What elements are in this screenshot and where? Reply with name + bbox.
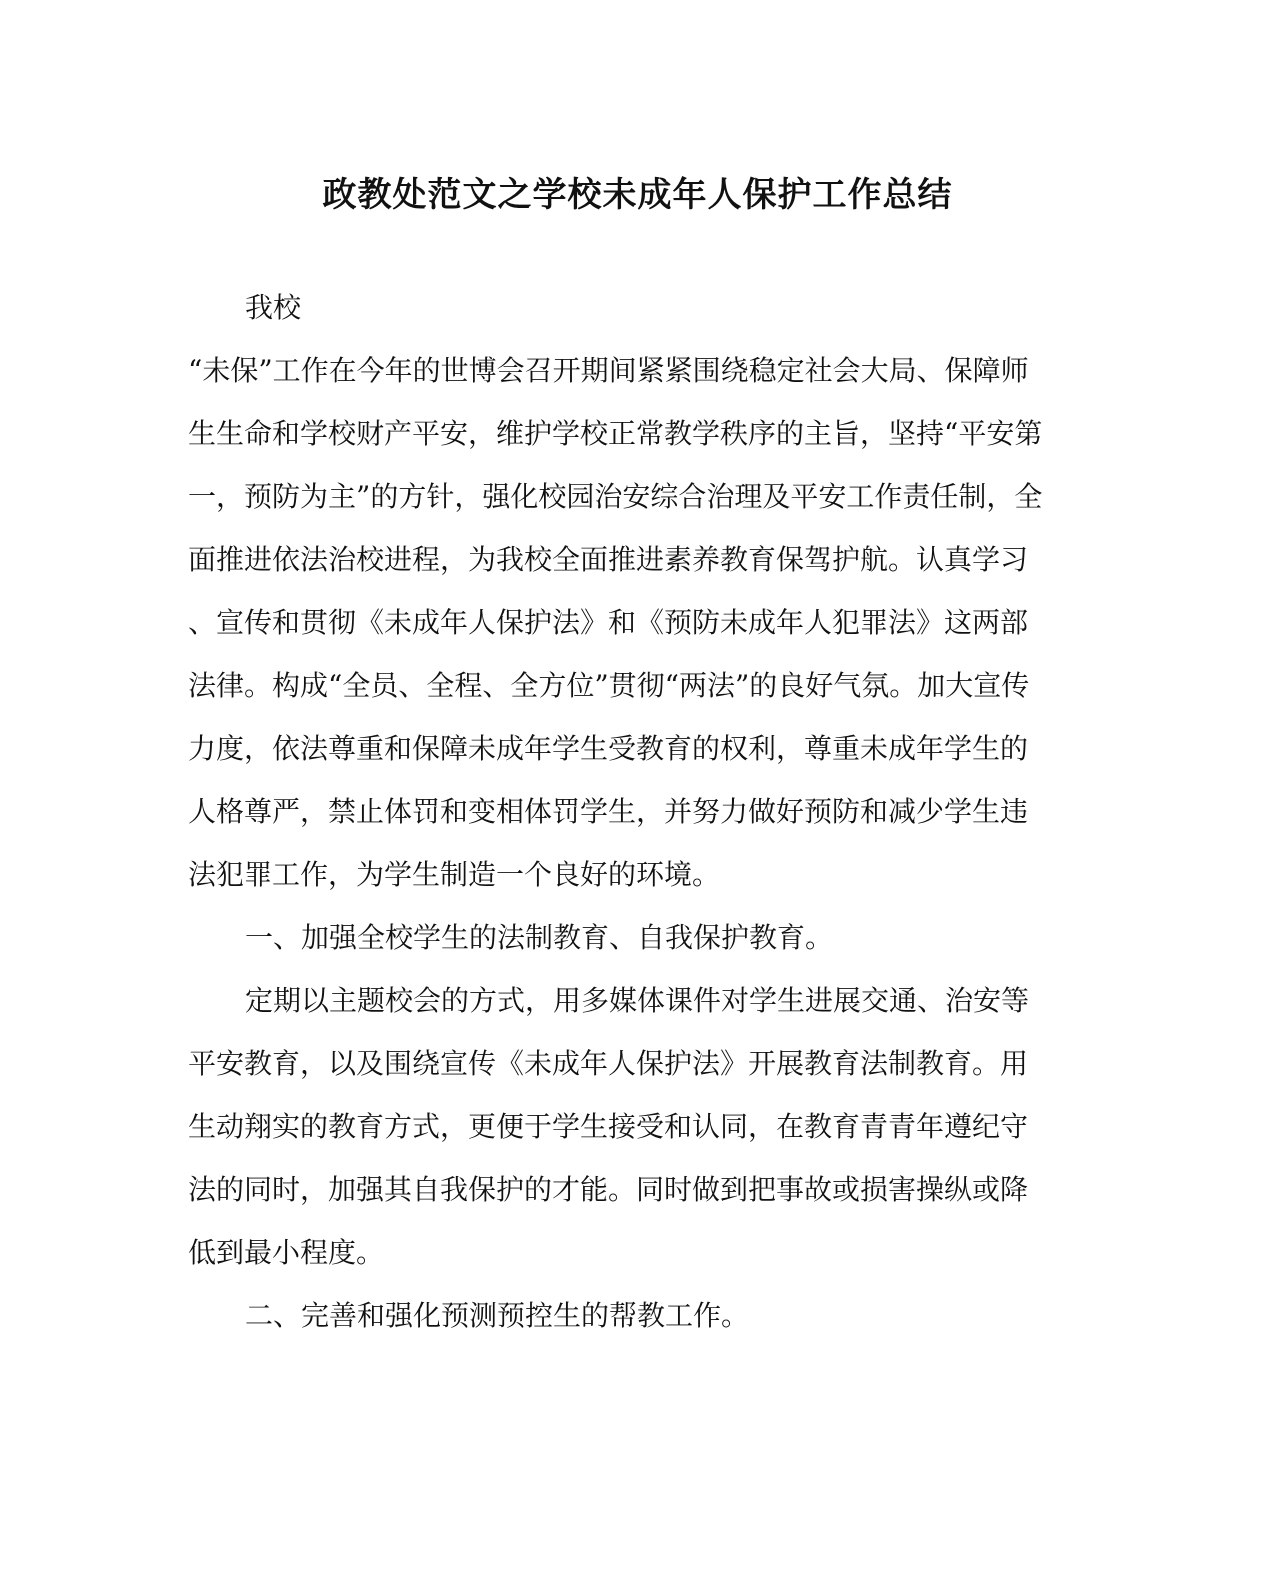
- body-line: 低到最小程度。: [188, 1236, 385, 1269]
- body-line: 我校: [245, 291, 302, 324]
- body-line: 法犯罪工作，为学生制造一个良好的环境。: [188, 858, 721, 891]
- section-heading: 二、完善和强化预测预控生的帮教工作。: [245, 1299, 750, 1332]
- body-line: 生生命和学校财产平安，维护学校正常教学秩序的主旨，坚持“平安第: [188, 417, 1043, 450]
- body-line: 、宣传和贯彻《未成年人保护法》和《预防未成年人犯罪法》这两部: [188, 606, 1029, 639]
- body-line: 力度，依法尊重和保障未成年学生受教育的权利，尊重未成年学生的: [188, 732, 1029, 765]
- document-body: [188, 276, 1068, 1347]
- document-title: 政教处范文之学校未成年人保护工作总结: [322, 175, 953, 215]
- body-line: 法律。构成“全员、全程、全方位”贯彻“两法”的良好气氛。加大宣传: [188, 669, 1030, 702]
- body-line: 人格尊严，禁止体罚和变相体罚学生，并努力做好预防和减少学生违: [188, 795, 1029, 828]
- body-line: 法的同时，加强其自我保护的才能。同时做到把事故或损害操纵或降: [188, 1173, 1029, 1206]
- body-line: 面推进依法治校进程，为我校全面推进素养教育保驾护航。认真学习: [188, 543, 1029, 576]
- section-heading: 一、加强全校学生的法制教育、自我保护教育。: [245, 921, 834, 954]
- body-line: 定期以主题校会的方式，用多媒体课件对学生进展交通、治安等: [245, 984, 1030, 1017]
- body-line: 生动翔实的教育方式，更便于学生接受和认同，在教育青青年遵纪守: [188, 1110, 1029, 1143]
- body-line: 平安教育，以及围绕宣传《未成年人保护法》开展教育法制教育。用: [188, 1047, 1029, 1080]
- body-line: “未保”工作在今年的世博会召开期间紧紧围绕稳定社会大局、保障师: [188, 354, 1029, 387]
- body-line: 一，预防为主”的方针，强化校园治安综合治理及平安工作责任制，全: [188, 480, 1043, 513]
